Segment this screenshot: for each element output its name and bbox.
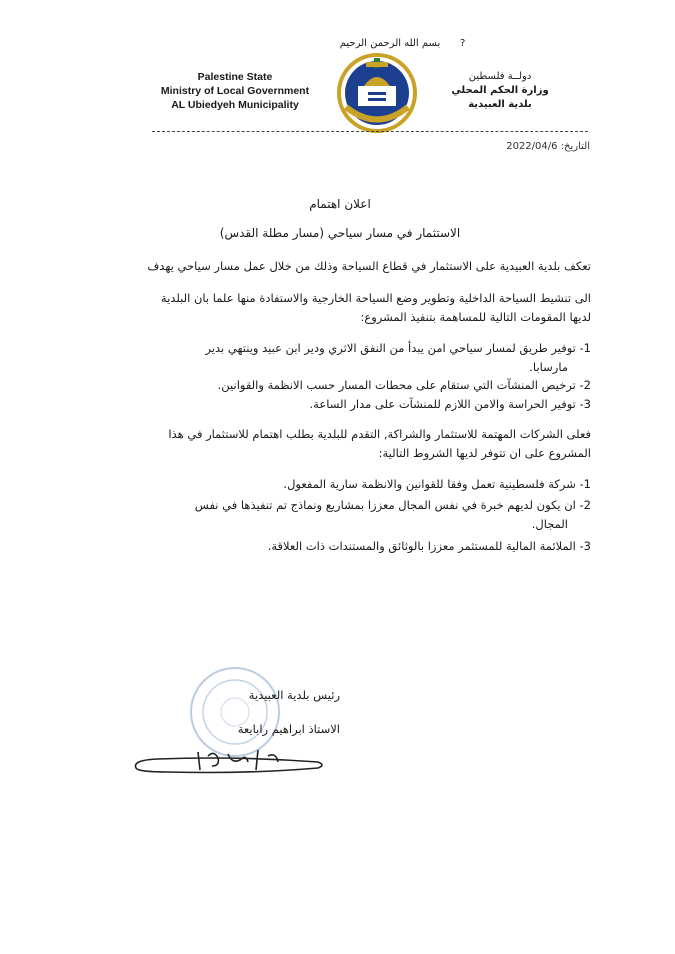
list-item: 1- توفير طريق لمسار سياحي امن يبدأ من النفق الاثري ودير ابن عبيد وينتهي بدير: [205, 341, 591, 355]
english-letterhead: [140, 70, 330, 112]
municipality-logo: [336, 52, 418, 134]
signatory-name: الاستاذ ابراهيم رابايعة: [237, 722, 340, 736]
list-item: 2- ترخيص المنشآت التي ستقام على محطات المسار حسب الانظمة والقوانين.: [217, 378, 591, 392]
intro-line: تعكف بلدية العبيدية على الاستثمار في قطاع السياحة وذلك من خلال عمل مسار سياحي يهدف: [147, 259, 591, 273]
arabic-letterhead: [440, 70, 560, 112]
list-item: مارسابا.: [529, 360, 568, 374]
call-line: فعلى الشركات المهتمة للاستثمار والشراكة, التقدم للبلدية بطلب اهتمام للاستثمار في هذا: [168, 427, 591, 441]
announcement-title: اعلان اهتمام: [309, 197, 371, 211]
english-letterhead-line: Ministry of Local Government: [160, 85, 310, 97]
list-item: المجال.: [531, 517, 568, 531]
arabic-letterhead-line: وزارة الحكم المحلي: [451, 85, 549, 96]
list-item: 3- الملائمة المالية للمستثمر معززا بالوثائق والمستندات ذات العلاقة.: [267, 539, 591, 553]
arabic-letterhead-line: بلدية العبيدية: [468, 99, 532, 110]
arabic-letterhead-line: دولــة فلسطين: [468, 71, 532, 82]
list-item: 3- توفير الحراسة والامن اللازم للمنشآت على مدار الساعة.: [309, 397, 591, 411]
list-item: 2- ان يكون لديهم خبرة في نفس المجال معززا بمشاريع ونماذج تم تنفيذها في نفس: [194, 498, 591, 512]
english-letterhead-line: AL Ubiedyeh Municipality: [171, 99, 299, 111]
date-label: التاريخ:: [560, 141, 590, 152]
header-divider: [152, 131, 588, 132]
english-letterhead-line: Palestine State: [197, 71, 273, 83]
date-line: [400, 141, 590, 152]
basmala: بسم الله الرحمن الرحيم: [339, 38, 441, 49]
intro-line: الى تنشيط السياحة الداخلية وتطوير وضع السياحة الخارجية والاستفادة منها علما بان البلدية: [160, 291, 591, 305]
header-mark: ?: [460, 38, 466, 49]
intro-line: لديها المقومات التالية للمساهمة بتنفيذ المشروع:: [360, 310, 591, 324]
signatory-title: رئيس بلدية العبيدية: [248, 688, 340, 702]
date-value: 2022/04/6: [506, 141, 558, 152]
announcement-subtitle: الاستثمار في مسار سياحي (مسار مطلة القدس): [219, 226, 461, 240]
list-item: 1- شركة فلسطينية تعمل وفقا للقوانين والانظمة سارية المفعول.: [283, 477, 591, 491]
handwritten-signature: [128, 742, 328, 782]
call-line: المشروع على ان تتوفر لديها الشروط التالية:: [378, 446, 591, 460]
